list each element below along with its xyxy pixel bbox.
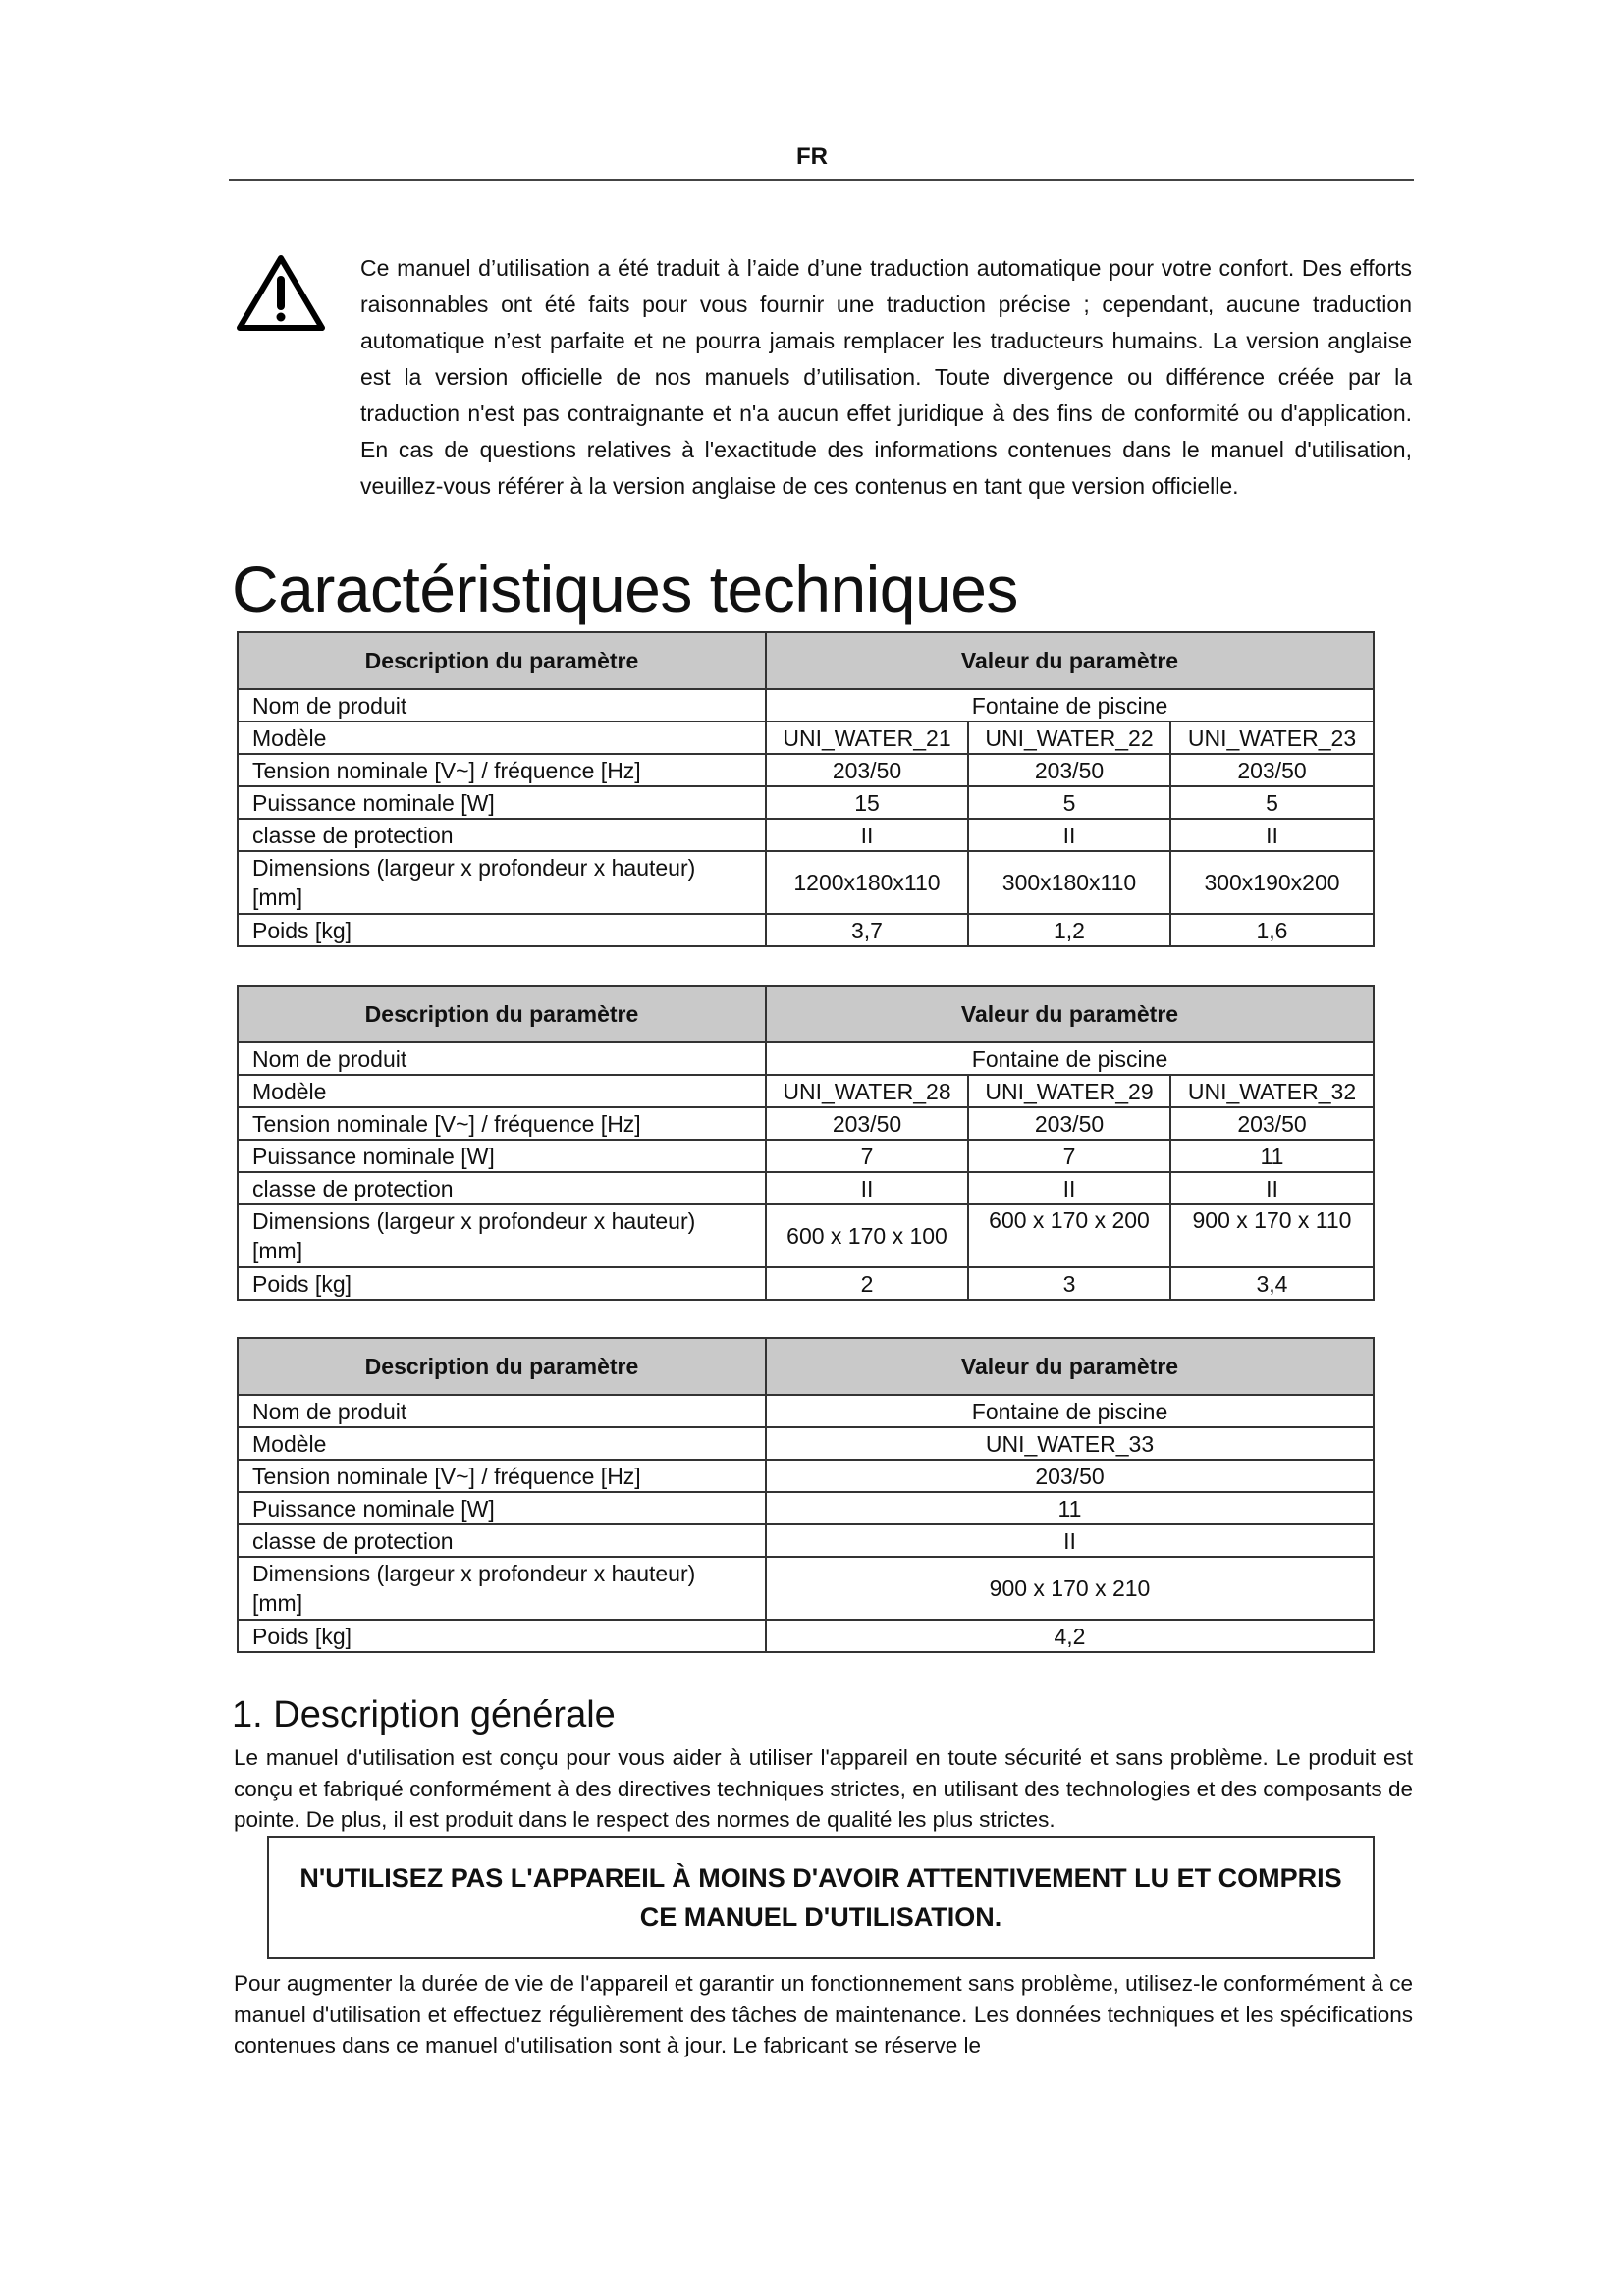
cell-value: 15: [766, 786, 968, 819]
cell-value: 7: [968, 1140, 1170, 1172]
row-label: Poids [kg]: [238, 1620, 766, 1652]
cell-value: 300x190x200: [1170, 851, 1374, 914]
cell-value: II: [968, 1172, 1170, 1204]
row-label: Modèle: [238, 721, 766, 754]
table-row: [238, 851, 1374, 914]
row-label: Nom de produit: [238, 1042, 766, 1075]
table-header-param: Description du paramètre: [238, 1338, 766, 1395]
table-row: [238, 1204, 1374, 1267]
cell-value: II: [766, 1524, 1374, 1557]
table-row: [238, 1172, 1374, 1204]
cell-value: 3: [968, 1267, 1170, 1300]
row-label: Nom de produit: [238, 689, 766, 721]
general-intro-paragraph: Le manuel d'utilisation est conçu pour vous aider à utiliser l'appareil en toute sécurité et sans problème. Le produit est conçu et fabriqué conformément à des directives techniques strictes, en utilisant des technologies et des composants de pointe. De plus, il est produit dans le respect des normes de qualité les plus strictes.: [234, 1745, 1413, 1832]
cell-value: 3,4: [1170, 1267, 1374, 1300]
table-row: [238, 689, 1374, 721]
cell-value: 1,6: [1170, 914, 1374, 946]
cell-value: II: [766, 1172, 968, 1204]
row-label: classe de protection: [238, 1172, 766, 1204]
cell-value: 203/50: [968, 754, 1170, 786]
row-label: Tension nominale [V~] / fréquence [Hz]: [238, 1460, 766, 1492]
table-row: [238, 1267, 1374, 1300]
row-label: Dimensions (largeur x profondeur x hauteur) [mm]: [238, 1557, 766, 1620]
notice-text: N'UTILISEZ PAS L'APPAREIL À MOINS D'AVOIR ATTENTIVEMENT LU ET COMPRIS CE MANUEL D'UTILISATION.: [299, 1863, 1342, 1932]
cell-value: UNI_WATER_29: [968, 1075, 1170, 1107]
table-row: [238, 1075, 1374, 1107]
table-row: [238, 914, 1374, 946]
read-manual-notice-box: [267, 1836, 1375, 1959]
page-language-header: FR: [796, 143, 828, 170]
cell-value: II: [968, 819, 1170, 851]
row-label: Poids [kg]: [238, 914, 766, 946]
cell-value: II: [1170, 1172, 1374, 1204]
table-header-value: Valeur du paramètre: [766, 632, 1374, 689]
row-label: Tension nominale [V~] / fréquence [Hz]: [238, 1107, 766, 1140]
table-row: [238, 721, 1374, 754]
row-label: Puissance nominale [W]: [238, 1492, 766, 1524]
table-row: [238, 1620, 1374, 1652]
table-row: [238, 1107, 1374, 1140]
row-label: Tension nominale [V~] / fréquence [Hz]: [238, 754, 766, 786]
spec-table-3: [237, 1337, 1375, 1653]
cell-value: Fontaine de piscine: [766, 1042, 1374, 1075]
cell-value: II: [1170, 819, 1374, 851]
table-header-value: Valeur du paramètre: [766, 986, 1374, 1042]
spec-table-1: [237, 631, 1375, 947]
cell-value: 2: [766, 1267, 968, 1300]
row-label: classe de protection: [238, 819, 766, 851]
cell-value: 5: [968, 786, 1170, 819]
cell-value: 900 x 170 x 210: [766, 1557, 1374, 1620]
cell-value: 4,2: [766, 1620, 1374, 1652]
cell-value: 203/50: [1170, 1107, 1374, 1140]
table-row: [238, 1427, 1374, 1460]
cell-value: 900 x 170 x 110: [1170, 1204, 1374, 1267]
section-title-specs: Caractéristiques techniques: [232, 553, 1018, 625]
cell-value: UNI_WATER_33: [766, 1427, 1374, 1460]
cell-value: 600 x 170 x 100: [766, 1204, 968, 1267]
table-row: [238, 1524, 1374, 1557]
table-row: [238, 819, 1374, 851]
cell-value: 3,7: [766, 914, 968, 946]
maintenance-paragraph: Pour augmenter la durée de vie de l'appareil et garantir un fonctionnement sans problème, utilisez-le conformément à ce manuel d'utilisation et effectuez régulièrement des tâches de maintenance. Les données techniques et les spécifications contenues dans ce manuel d'utilisation sont à jour. Le fabricant se réserve le: [234, 1971, 1413, 2057]
row-label: Nom de produit: [238, 1395, 766, 1427]
cell-value: UNI_WATER_21: [766, 721, 968, 754]
table-row: [238, 786, 1374, 819]
cell-value: 5: [1170, 786, 1374, 819]
cell-value: 300x180x110: [968, 851, 1170, 914]
cell-value: 203/50: [766, 754, 968, 786]
cell-value: 1200x180x110: [766, 851, 968, 914]
cell-value: Fontaine de piscine: [766, 689, 1374, 721]
warning-triangle-icon: [236, 253, 326, 332]
cell-value: 203/50: [766, 1460, 1374, 1492]
cell-value: 203/50: [1170, 754, 1374, 786]
header-divider: [229, 179, 1414, 181]
table-row: [238, 1557, 1374, 1620]
cell-value: 600 x 170 x 200: [968, 1204, 1170, 1267]
table-header-value: Valeur du paramètre: [766, 1338, 1374, 1395]
row-label: Modèle: [238, 1075, 766, 1107]
table-row: [238, 1395, 1374, 1427]
cell-value: 203/50: [766, 1107, 968, 1140]
table-row: [238, 1140, 1374, 1172]
table-row: [238, 1492, 1374, 1524]
table-header-param: Description du paramètre: [238, 632, 766, 689]
table-header-param: Description du paramètre: [238, 986, 766, 1042]
cell-value: II: [766, 819, 968, 851]
cell-value: UNI_WATER_32: [1170, 1075, 1374, 1107]
table-row: [238, 754, 1374, 786]
cell-value: Fontaine de piscine: [766, 1395, 1374, 1427]
cell-value: 11: [1170, 1140, 1374, 1172]
table-row: [238, 1460, 1374, 1492]
cell-value: UNI_WATER_22: [968, 721, 1170, 754]
cell-value: UNI_WATER_23: [1170, 721, 1374, 754]
section-heading-general-description: 1. Description générale: [232, 1694, 616, 1735]
table-row: [238, 1042, 1374, 1075]
cell-value: 7: [766, 1140, 968, 1172]
row-label: Puissance nominale [W]: [238, 1140, 766, 1172]
cell-value: UNI_WATER_28: [766, 1075, 968, 1107]
row-label: Poids [kg]: [238, 1267, 766, 1300]
translation-disclaimer: Ce manuel d’utilisation a été traduit à l’aide d’une traduction automatique pour votre confort. Des efforts raisonnables ont été faits pour vous fournir une traduction précise ; cependant, aucune traduction automatique n’est parfaite et ne pourra jamais remplacer les traducteurs humains. La version anglaise est la version officielle de nos manuels d’utilisation. Toute divergence ou différence créée par la traduction n'est pas contraignante et n'a aucun effet juridique à des fins de conformité ou d'application. En cas de questions relatives à l'exactitude des informations contenues dans le manuel d'utilisation, veuillez-vous référer à la version anglaise de ces contenus en tant que version officielle.: [360, 255, 1412, 499]
row-label: Dimensions (largeur x profondeur x hauteur) [mm]: [238, 1204, 766, 1267]
row-label: Dimensions (largeur x profondeur x hauteur) [mm]: [238, 851, 766, 914]
row-label: Modèle: [238, 1427, 766, 1460]
row-label: classe de protection: [238, 1524, 766, 1557]
spec-table-2: [237, 985, 1375, 1301]
cell-value: 203/50: [968, 1107, 1170, 1140]
cell-value: 11: [766, 1492, 1374, 1524]
cell-value: 1,2: [968, 914, 1170, 946]
row-label: Puissance nominale [W]: [238, 786, 766, 819]
